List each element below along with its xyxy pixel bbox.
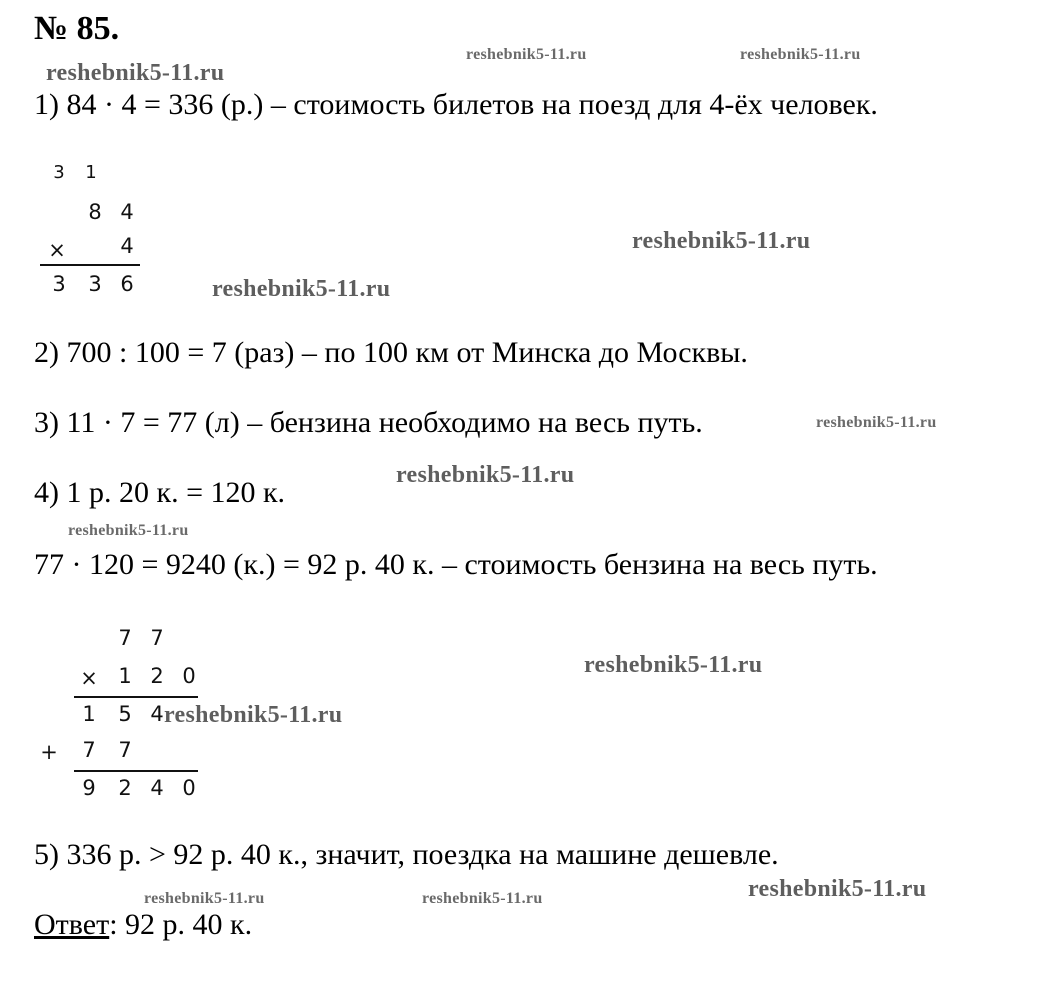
result-digit: 3 xyxy=(88,272,102,296)
step-5-text: 5) 336 р. > 92 р. 40 к., значит, поездка на машине дешевле. xyxy=(34,838,779,871)
watermark: reshebnik5-11.ru xyxy=(584,652,763,678)
multiplicand-digit: 4 xyxy=(120,200,134,224)
result-digit: 3 xyxy=(52,272,66,296)
watermark: reshebnik5-11.ru xyxy=(68,522,189,539)
answer-colon: : xyxy=(109,908,118,941)
result-digit: 6 xyxy=(120,272,134,296)
partial-digit: 1 xyxy=(82,702,96,726)
partial-digit: 5 xyxy=(118,702,132,726)
answer-line xyxy=(34,908,252,942)
multiplicand-digit: 8 xyxy=(88,200,102,224)
column-multiplication-1 xyxy=(40,160,160,300)
partial-digit: 7 xyxy=(118,738,132,762)
plus-sign: + xyxy=(40,740,58,764)
watermark: reshebnik5-11.ru xyxy=(748,876,927,902)
result-digit: 9 xyxy=(82,776,96,800)
watermark: reshebnik5-11.ru xyxy=(396,462,575,488)
watermark: reshebnik5-11.ru xyxy=(212,276,391,302)
partial-digit: 7 xyxy=(82,738,96,762)
multiplier-digit: 1 xyxy=(118,664,132,688)
multiplier-digit: 0 xyxy=(182,664,196,688)
watermark: reshebnik5-11.ru xyxy=(632,228,811,254)
multiplier-digit: 4 xyxy=(120,234,134,258)
watermark: reshebnik5-11.ru xyxy=(816,414,937,431)
watermark: reshebnik5-11.ru xyxy=(422,890,543,907)
multiplier-digit: 2 xyxy=(150,664,164,688)
answer-label: Ответ xyxy=(34,908,110,941)
multiplicand-digit: 7 xyxy=(150,626,164,650)
column-multiplication-2 xyxy=(36,620,216,810)
answer-value: 92 р. 40 к. xyxy=(117,908,253,941)
watermark: reshebnik5-11.ru xyxy=(466,46,587,63)
problem-number: № 85. xyxy=(34,10,120,47)
multiplicand-digit: 7 xyxy=(118,626,132,650)
result-line xyxy=(74,770,198,772)
step-3-text: 3) 11 · 7 = 77 (л) – бензина необходимо на весь путь. xyxy=(34,406,703,439)
step-2-text: 2) 700 : 100 = 7 (раз) – по 100 км от Минска до Москвы. xyxy=(34,336,748,369)
partial-line xyxy=(74,696,198,698)
result-digit: 2 xyxy=(118,776,132,800)
carry-digit: 3 xyxy=(53,162,65,183)
watermark: reshebnik5-11.ru xyxy=(740,46,861,63)
watermark: reshebnik5-11.ru xyxy=(46,60,225,86)
watermark: reshebnik5-11.ru xyxy=(144,890,265,907)
step-1-text: 1) 84 · 4 = 336 (р.) – стоимость билетов на поезд для 4-ёх человек. xyxy=(34,88,878,121)
result-line xyxy=(40,264,140,266)
result-digit: 0 xyxy=(182,776,196,800)
partial-digit: 4 xyxy=(150,702,164,726)
result-digit: 4 xyxy=(150,776,164,800)
carry-digit: 1 xyxy=(85,162,97,183)
multiply-sign: × xyxy=(80,666,98,690)
watermark: reshebnik5-11.ru xyxy=(164,702,343,728)
multiply-sign: × xyxy=(48,238,66,262)
step-4-text: 4) 1 р. 20 к. = 120 к. xyxy=(34,476,286,509)
step-4-calc-text: 77 · 120 = 9240 (к.) = 92 р. 40 к. – стоимость бензина на весь путь. xyxy=(34,548,878,581)
